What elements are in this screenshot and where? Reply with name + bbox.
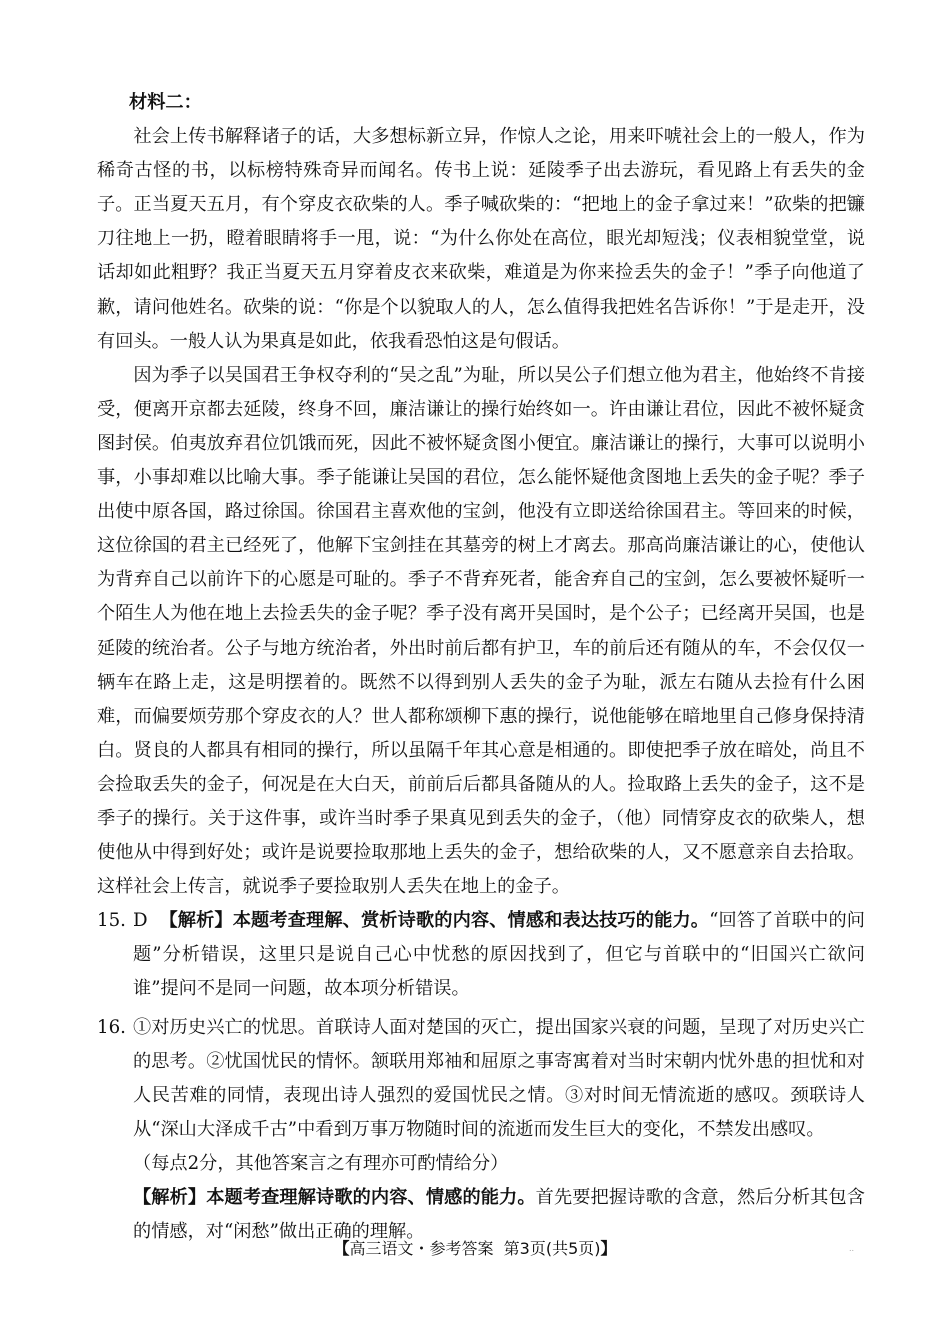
question-15 bbox=[97, 904, 865, 1006]
question-16 bbox=[97, 1011, 865, 1250]
analysis-tag: 【解析】 bbox=[159, 910, 233, 932]
question-number: 15. bbox=[97, 910, 126, 932]
score-note: （每点2分，其他答案言之有理亦可酌情给分） bbox=[133, 1152, 509, 1174]
footer-page-info: 第3页(共5页) bbox=[503, 1239, 601, 1258]
analysis-bold-text: 本题考查理解诗歌的内容、情感的能力。 bbox=[206, 1187, 536, 1208]
answer-content bbox=[97, 86, 865, 1249]
material-paragraph: 因为季子以吴国君王争权夺利的“吴之乱”为耻，所以吴公子们想立他为君主，他始终不肯接受，便离开京都去延陵，终身不回，廉洁谦让的操行始终如一。许由谦让君位，因此不被怀疑贪图封侯。伯夷放弃君位饥饿而死，因此不被怀疑贪图小便宜。廉洁谦让的操行，大事可以说明小事，小事却难以比喻大事。季子能谦让吴国的君位，怎么能怀疑他贪图地上丢失的金子呢？季子出使中原各国，路过徐国。徐国君主喜欢他的宝剑，他没有立即送给徐国君主。等回来的时候，这位徐国的君主已经死了，他解下宝剑挂在其墓旁的树上才离去。那高尚廉洁谦让的心，使他认为背弃自己以前许下的心愿是可耻的。季子不背弃死者，能舍弃自己的宝剑，怎么要被怀疑听一个陌生人为他在地上去捡丢失的金子呢？季子没有离开吴国时，是个公子；已经离开吴国，也是延陵的统治者。公子与地方统治者，外出时前后都有护卫，车的前后还有随从的车，不会仅仅一辆车在路上走，这是明摆着的。既然不以得到别人丢失的金子为耻，派左右随从去捡有什么困难，而偏要烦劳那个穿皮衣的人？世人都称颂柳下惠的操行，说他能够在暗地里自己修身保持清白。贤良的人都具有相同的操行，所以虽隔千年其心意是相通的。即使把季子放在暗处，尚且不会捡取丢失的金子，何况是在大白天，前前后后都具备随从的人。捡取路上丢失的金子，这不是季子的操行。关于这件事，或许当时季子果真见到丢失的金子，（他）同情穿皮衣的砍柴人，想使他从中得到好处；或许是说要捡取那地上丢失的金子，想给砍柴的人，又不愿意亲自去拾取。这样社会上传言，就说季子要捡取别人丢失在地上的金子。 bbox=[97, 364, 865, 898]
analysis-tag: 【解析】 bbox=[133, 1187, 207, 1208]
footer-bracket-left: 【 bbox=[333, 1239, 350, 1258]
material-heading: 材料二： bbox=[129, 92, 202, 113]
material-paragraph: 社会上传书解释诸子的话，大多想标新立异，作惊人之论，用来吓唬社会上的一般人，作为稀奇古怪的书，以标榜特殊奇异而闻名。传书上说：延陵季子出去游玩，看见路上有丢失的金子。正当夏天五月，有个穿皮衣砍柴的人。季子喊砍柴的：“把地上的金子拿过来！”砍柴的把镰刀往地上一扔，瞪着眼睛将手一甩，说：“为什么你处在高位，眼光却短浅；仪表相貌堂堂，说话却如此粗野？我正当夏天五月穿着皮衣来砍柴，难道是为你来捡丢失的金子！”季子向他道了歉，请问他姓名。砍柴的说：“你是个以貌取人的人，怎么值得我把姓名告诉你！”于是走开，没有回头。一般人认为果真是如此，依我看恐怕这是句假话。 bbox=[97, 126, 865, 352]
page-footer bbox=[0, 1236, 950, 1259]
analysis-text: 首先要把握诗歌的含意，然后分析其包含的情感，对“闲愁”做出正确的理解。 bbox=[133, 1187, 865, 1243]
question-answer: D bbox=[133, 910, 148, 932]
question-answer: ①对历史兴亡的忧思。首联诗人面对楚国的灭亡，提出国家兴衰的问题，呈现了对历史兴亡的思考。②忧国忧民的情怀。颔联用郑袖和屈原之事寄寓着对当时宋朝内忧外患的担忧和对人民苦难的同情，表现出诗人强烈的爱国忧民之情。③对时间无情流逝的感叹。颈联诗人从“深山大泽成千古”中看到万事万物随时间的流逝而发生巨大的变化，不禁发出感叹。 bbox=[133, 1016, 865, 1140]
question-number: 16. bbox=[97, 1016, 126, 1038]
analysis-bold-text: 本题考查理解、赏析诗歌的内容、情感和表达技巧的能力。 bbox=[232, 910, 710, 932]
corner-mark: .. bbox=[849, 1244, 855, 1253]
footer-label: 高三语文・参考答案 bbox=[349, 1239, 494, 1258]
footer-bracket-right: 】 bbox=[600, 1239, 617, 1258]
analysis-text: “回答了首联中的问题”分析错误，这里只是说自己心中忧愁的原因找到了，但它与首联中的“旧国兴亡欲问谁”提问不是同一问题，故本项分析错误。 bbox=[133, 910, 865, 1000]
